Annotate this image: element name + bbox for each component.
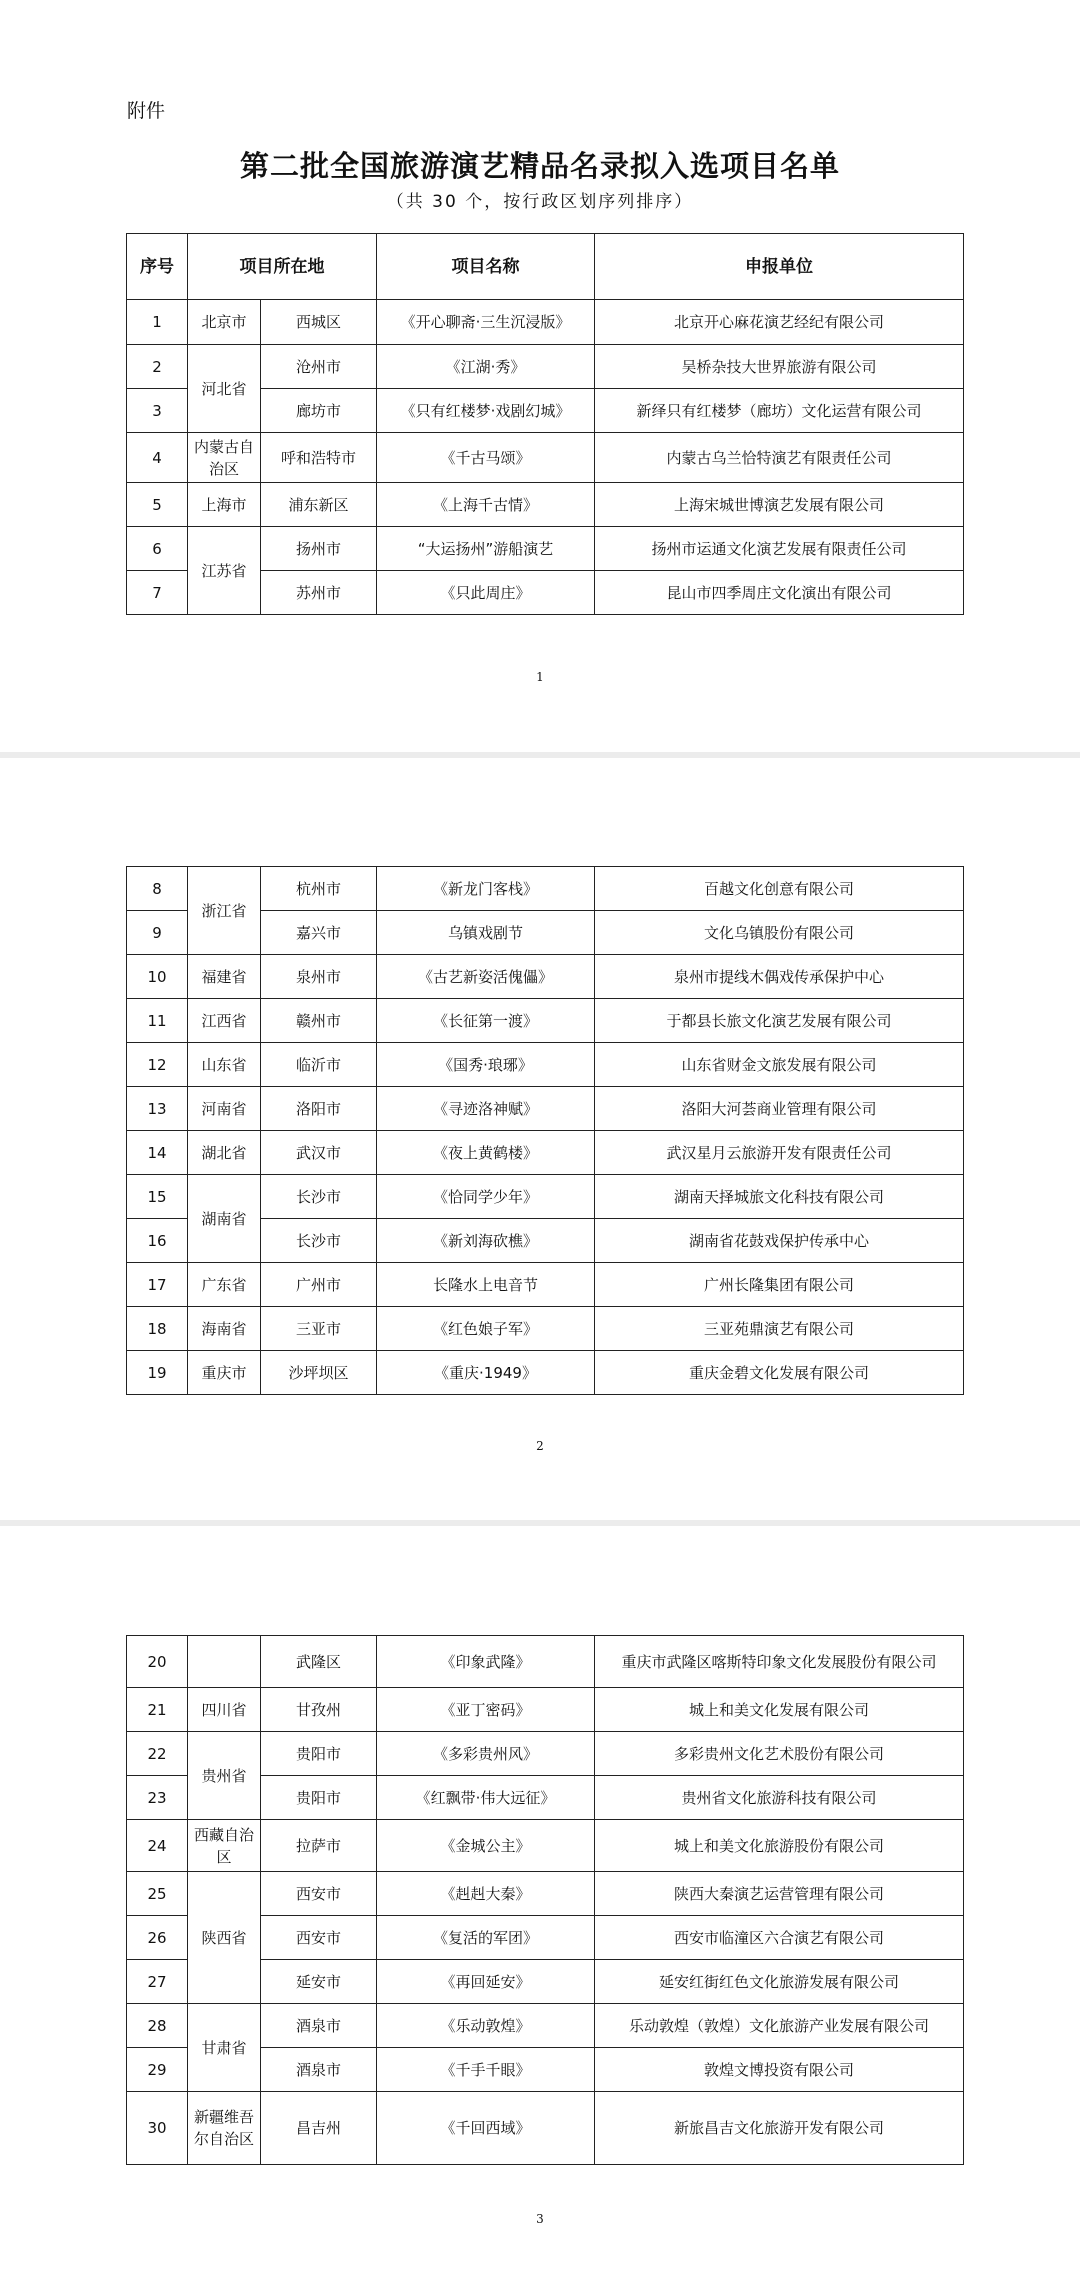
city-cell: 延安市 [261,1960,377,2004]
city-cell: 昌吉州 [261,2092,377,2165]
city-cell: 赣州市 [261,999,377,1043]
project-table-part-2 [126,866,964,1395]
header-unit: 申报单位 [595,234,964,300]
project-name-cell: 《新刘海砍樵》 [377,1219,595,1263]
city-cell: 杭州市 [261,867,377,911]
project-name-cell: 《红飘带·伟大远征》 [377,1776,595,1820]
city-cell: 浦东新区 [261,483,377,527]
applicant-unit-cell: 新旅昌吉文化旅游开发有限公司 [595,2092,964,2165]
project-name-cell: 《寻迹洛神赋》 [377,1087,595,1131]
project-name-cell: “大运扬州”游船演艺 [377,527,595,571]
table-row [127,483,964,527]
city-cell: 扬州市 [261,527,377,571]
row-number: 26 [127,1916,188,1960]
applicant-unit-cell: 吴桥杂技大世界旅游有限公司 [595,345,964,389]
row-number: 18 [127,1307,188,1351]
city-cell: 酒泉市 [261,2048,377,2092]
project-name-cell: 《新龙门客栈》 [377,867,595,911]
header-name: 项目名称 [377,234,595,300]
table-row [127,1263,964,1307]
project-name-cell: 《江湖·秀》 [377,345,595,389]
project-name-cell: 长隆水上电音节 [377,1263,595,1307]
city-cell: 呼和浩特市 [261,433,377,483]
city-cell: 贵阳市 [261,1732,377,1776]
row-number: 27 [127,1960,188,2004]
row-number: 14 [127,1131,188,1175]
row-number: 13 [127,1087,188,1131]
row-number: 15 [127,1175,188,1219]
row-number: 1 [127,300,188,345]
row-number: 12 [127,1043,188,1087]
city-cell: 西安市 [261,1916,377,1960]
project-name-cell: 《夜上黄鹤楼》 [377,1131,595,1175]
table-row [127,1872,964,1916]
applicant-unit-cell: 内蒙古乌兰恰特演艺有限责任公司 [595,433,964,483]
row-number: 3 [127,389,188,433]
applicant-unit-cell: 洛阳大河荟商业管理有限公司 [595,1087,964,1131]
project-name-cell: 《复活的军团》 [377,1916,595,1960]
project-name-cell: 《上海千古情》 [377,483,595,527]
table-row [127,1688,964,1732]
province-cell: 河北省 [188,345,261,433]
province-cell: 河南省 [188,1087,261,1131]
project-name-cell: 《亚丁密码》 [377,1688,595,1732]
applicant-unit-cell: 贵州省文化旅游科技有限公司 [595,1776,964,1820]
page-1 [0,0,1080,752]
applicant-unit-cell: 泉州市提线木偶戏传承保护中心 [595,955,964,999]
project-table-part-1 [126,233,964,615]
city-cell: 洛阳市 [261,1087,377,1131]
project-name-cell: 《只此周庄》 [377,571,595,615]
province-cell: 湖南省 [188,1175,261,1263]
project-name-cell: 《红色娘子军》 [377,1307,595,1351]
city-cell: 西安市 [261,1872,377,1916]
project-name-cell: 《只有红楼梦·戏剧幻城》 [377,389,595,433]
table-row [127,1087,964,1131]
province-cell: 贵州省 [188,1732,261,1820]
province-cell: 福建省 [188,955,261,999]
row-number: 24 [127,1820,188,1872]
project-name-cell: 乌镇戏剧节 [377,911,595,955]
province-cell: 江西省 [188,999,261,1043]
city-cell: 沙坪坝区 [261,1351,377,1395]
province-cell: 北京市 [188,300,261,345]
header-no: 序号 [127,234,188,300]
city-cell: 西城区 [261,300,377,345]
applicant-unit-cell: 敦煌文博投资有限公司 [595,2048,964,2092]
province-cell: 重庆市 [188,1351,261,1395]
table-row [127,1351,964,1395]
project-name-cell: 《千回西域》 [377,2092,595,2165]
row-number: 16 [127,1219,188,1263]
document-subtitle: （共 30 个，按行政区划序列排序） [386,192,694,212]
city-cell: 长沙市 [261,1219,377,1263]
applicant-unit-cell: 城上和美文化发展有限公司 [595,1688,964,1732]
table-row [127,1636,964,1688]
attachment-label: 附件 [127,100,166,122]
province-cell: 陕西省 [188,1872,261,2004]
row-number: 2 [127,345,188,389]
table-row [127,999,964,1043]
province-cell: 上海市 [188,483,261,527]
province-cell: 内蒙古自治区 [188,433,261,483]
city-cell: 酒泉市 [261,2004,377,2048]
project-name-cell: 《千手千眼》 [377,2048,595,2092]
row-number: 6 [127,527,188,571]
row-number: 7 [127,571,188,615]
page-3 [0,1526,1080,2275]
project-name-cell: 《千古马颂》 [377,433,595,483]
province-cell: 四川省 [188,1688,261,1732]
applicant-unit-cell: 文化乌镇股份有限公司 [595,911,964,955]
applicant-unit-cell: 扬州市运通文化演艺发展有限责任公司 [595,527,964,571]
project-name-cell: 《开心聊斋·三生沉浸版》 [377,300,595,345]
applicant-unit-cell: 湖南天择城旅文化科技有限公司 [595,1175,964,1219]
province-cell: 西藏自治区 [188,1820,261,1872]
project-name-cell: 《国秀·琅琊》 [377,1043,595,1087]
page-number: 3 [536,2212,544,2226]
applicant-unit-cell: 广州长隆集团有限公司 [595,1263,964,1307]
province-cell [188,1636,261,1688]
city-cell: 长沙市 [261,1175,377,1219]
project-name-cell: 《古艺新姿活傀儡》 [377,955,595,999]
applicant-unit-cell: 百越文化创意有限公司 [595,867,964,911]
city-cell: 泉州市 [261,955,377,999]
applicant-unit-cell: 新绎只有红楼梦（廊坊）文化运营有限公司 [595,389,964,433]
row-number: 17 [127,1263,188,1307]
project-name-cell: 《乐动敦煌》 [377,2004,595,2048]
page-2 [0,758,1080,1520]
row-number: 5 [127,483,188,527]
city-cell: 沧州市 [261,345,377,389]
project-name-cell: 《赳赳大秦》 [377,1872,595,1916]
city-cell: 嘉兴市 [261,911,377,955]
province-cell: 甘肃省 [188,2004,261,2092]
applicant-unit-cell: 三亚苑鼎演艺有限公司 [595,1307,964,1351]
province-cell: 海南省 [188,1307,261,1351]
table-row [127,345,964,389]
project-name-cell: 《多彩贵州风》 [377,1732,595,1776]
applicant-unit-cell: 重庆金碧文化发展有限公司 [595,1351,964,1395]
applicant-unit-cell: 山东省财金文旅发展有限公司 [595,1043,964,1087]
applicant-unit-cell: 武汉星月云旅游开发有限责任公司 [595,1131,964,1175]
row-number: 22 [127,1732,188,1776]
table-row [127,2092,964,2165]
table-row [127,1732,964,1776]
page-number: 2 [536,1439,544,1453]
province-cell: 浙江省 [188,867,261,955]
page-number: 1 [536,670,544,684]
city-cell: 苏州市 [261,571,377,615]
row-number: 29 [127,2048,188,2092]
city-cell: 广州市 [261,1263,377,1307]
project-name-cell: 《恰同学少年》 [377,1175,595,1219]
applicant-unit-cell: 多彩贵州文化艺术股份有限公司 [595,1732,964,1776]
row-number: 9 [127,911,188,955]
city-cell: 临沂市 [261,1043,377,1087]
applicant-unit-cell: 于都县长旅文化演艺发展有限公司 [595,999,964,1043]
province-cell: 湖北省 [188,1131,261,1175]
table-row [127,300,964,345]
table-row [127,867,964,911]
applicant-unit-cell: 延安红街红色文化旅游发展有限公司 [595,1960,964,2004]
city-cell: 武汉市 [261,1131,377,1175]
table-row [127,1820,964,1872]
table-row [127,1043,964,1087]
city-cell: 廊坊市 [261,389,377,433]
city-cell: 武隆区 [261,1636,377,1688]
city-cell: 拉萨市 [261,1820,377,1872]
table-row [127,2004,964,2048]
applicant-unit-cell: 北京开心麻花演艺经纪有限公司 [595,300,964,345]
applicant-unit-cell: 西安市临潼区六合演艺有限公司 [595,1916,964,1960]
applicant-unit-cell: 湖南省花鼓戏保护传承中心 [595,1219,964,1263]
city-cell: 三亚市 [261,1307,377,1351]
row-number: 8 [127,867,188,911]
table-row [127,1131,964,1175]
table-row [127,1307,964,1351]
province-cell: 江苏省 [188,527,261,615]
row-number: 25 [127,1872,188,1916]
document-title: 第二批全国旅游演艺精品名录拟入选项目名单 [239,149,840,183]
applicant-unit-cell: 陕西大秦演艺运营管理有限公司 [595,1872,964,1916]
project-name-cell: 《印象武隆》 [377,1636,595,1688]
row-number: 21 [127,1688,188,1732]
table-row [127,1175,964,1219]
applicant-unit-cell: 重庆市武隆区喀斯特印象文化发展股份有限公司 [595,1636,964,1688]
row-number: 20 [127,1636,188,1688]
province-cell: 新疆维吾尔自治区 [188,2092,261,2165]
city-cell: 甘孜州 [261,1688,377,1732]
table-row [127,433,964,483]
applicant-unit-cell: 城上和美文化旅游股份有限公司 [595,1820,964,1872]
project-name-cell: 《长征第一渡》 [377,999,595,1043]
province-cell: 广东省 [188,1263,261,1307]
province-cell: 山东省 [188,1043,261,1087]
table-row [127,527,964,571]
row-number: 23 [127,1776,188,1820]
row-number: 11 [127,999,188,1043]
city-cell: 贵阳市 [261,1776,377,1820]
row-number: 28 [127,2004,188,2048]
project-name-cell: 《重庆·1949》 [377,1351,595,1395]
table-row [127,955,964,999]
applicant-unit-cell: 昆山市四季周庄文化演出有限公司 [595,571,964,615]
project-name-cell: 《金城公主》 [377,1820,595,1872]
applicant-unit-cell: 乐动敦煌（敦煌）文化旅游产业发展有限公司 [595,2004,964,2048]
row-number: 10 [127,955,188,999]
row-number: 19 [127,1351,188,1395]
row-number: 30 [127,2092,188,2165]
applicant-unit-cell: 上海宋城世博演艺发展有限公司 [595,483,964,527]
project-name-cell: 《再回延安》 [377,1960,595,2004]
project-table-part-3 [126,1635,964,2165]
header-location: 项目所在地 [188,234,377,300]
row-number: 4 [127,433,188,483]
